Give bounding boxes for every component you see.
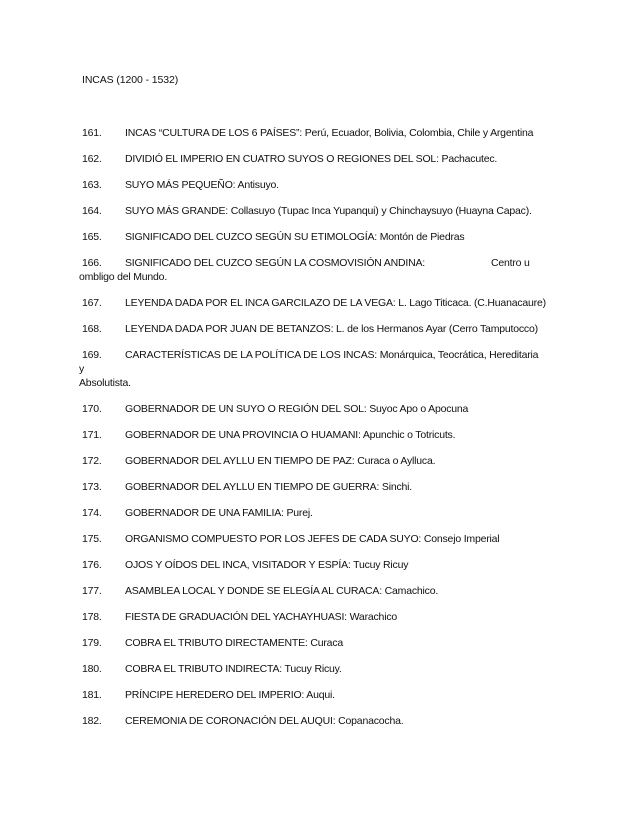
item-text: LEYENDA DADA POR JUAN DE BETANZOS: L. de los Hermanos Ayar (Cerro Tamputocco)	[125, 323, 538, 335]
numbered-list	[79, 126, 546, 740]
list-item	[82, 688, 542, 702]
list-item	[82, 230, 542, 244]
item-number: 173.	[82, 481, 102, 493]
item-text: SUYO MÁS PEQUEÑO: Antisuyo.	[125, 179, 279, 191]
item-text: SIGNIFICADO DEL CUZCO SEGÚN SU ETIMOLOGÍA: Montón de Piedras	[125, 231, 465, 243]
item-text-wrapped: Absolutista.	[79, 377, 131, 389]
item-number: 171.	[82, 429, 102, 441]
item-text: DIVIDIÓ EL IMPERIO EN CUATRO SUYOS O REGIONES DEL SOL: Pachacutec.	[125, 153, 498, 165]
item-number: 172.	[82, 455, 102, 467]
item-text: SIGNIFICADO DEL CUZCO SEGÚN LA COSMOVISIÓN ANDINA:	[125, 257, 425, 269]
item-text: SUYO MÁS GRANDE: Collasuyo (Tupac Inca Yupanqui) y Chinchaysuyo (Huayna Capac).	[125, 205, 532, 217]
item-text: GOBERNADOR DEL AYLLU EN TIEMPO DE GUERRA: Sinchi.	[125, 481, 412, 493]
list-item	[82, 636, 542, 650]
item-text: GOBERNADOR DE UNA PROVINCIA O HUAMANI: Apunchic o Totricuts.	[125, 429, 456, 441]
item-text: GOBERNADOR DE UNA FAMILIA: Purej.	[125, 507, 313, 519]
item-number: 161.	[82, 127, 102, 139]
item-number: 175.	[82, 533, 102, 545]
list-item	[82, 454, 542, 468]
item-number: 164.	[82, 205, 102, 217]
item-text: FIESTA DE GRADUACIÓN DEL YACHAYHUASI: Warachico	[125, 611, 398, 623]
list-item	[82, 296, 546, 310]
list-item	[82, 714, 542, 728]
item-text: COBRA EL TRIBUTO DIRECTAMENTE: Curaca	[125, 637, 344, 649]
list-item	[82, 558, 542, 572]
list-item	[82, 322, 542, 336]
item-number: 181.	[82, 689, 102, 701]
item-number: 167.	[82, 297, 102, 309]
item-text: CEREMONIA DE CORONACIÓN DEL AUQUI: Copanacocha.	[125, 715, 404, 727]
item-number: 169.	[82, 349, 102, 361]
item-text-wrapped: ombligo del Mundo.	[79, 271, 168, 283]
item-text: INCAS “CULTURA DE LOS 6 PAÍSES”: Perú, Ecuador, Bolivia, Colombia, Chile y Argentina	[125, 127, 534, 139]
list-item	[82, 178, 542, 192]
list-item	[79, 256, 542, 284]
item-text: GOBERNADOR DE UN SUYO O REGIÓN DEL SOL: Suyoc Apo o Apocuna	[125, 403, 469, 415]
list-item	[82, 506, 542, 520]
item-number: 170.	[82, 403, 102, 415]
item-text: GOBERNADOR DEL AYLLU EN TIEMPO DE PAZ: Curaca o Aylluca.	[125, 455, 436, 467]
item-text: OJOS Y OÍDOS DEL INCA, VISITADOR Y ESPÍA: Tucuy Ricuy	[125, 559, 409, 571]
list-item	[82, 532, 542, 546]
list-item	[82, 584, 542, 598]
list-item	[82, 152, 542, 166]
item-text: LEYENDA DADA POR EL INCA GARCILAZO DE LA VEGA: L. Lago Titicaca. (C.Huanacaure)	[125, 297, 546, 309]
item-text: PRÍNCIPE HEREDERO DEL IMPERIO: Auqui.	[125, 689, 335, 701]
list-item	[82, 662, 542, 676]
item-number: 180.	[82, 663, 102, 675]
item-text: CARACTERÍSTICAS DE LA POLÍTICA DE LOS INCAS: Monárquica, Teocrática, Hereditaria y	[79, 349, 539, 375]
item-text: ASAMBLEA LOCAL Y DONDE SE ELEGÍA AL CURACA: Camachico.	[125, 585, 439, 597]
item-text: COBRA EL TRIBUTO INDIRECTA: Tucuy Ricuy.	[125, 663, 342, 675]
list-item	[82, 204, 542, 218]
item-number: 162.	[82, 153, 102, 165]
item-number: 165.	[82, 231, 102, 243]
item-number: 177.	[82, 585, 102, 597]
list-item	[82, 402, 542, 416]
list-item	[82, 428, 542, 442]
list-item	[82, 610, 542, 624]
item-number: 179.	[82, 637, 102, 649]
item-text-continued: Centro u	[491, 257, 530, 269]
item-number: 166.	[82, 257, 102, 269]
item-text: ORGANISMO COMPUESTO POR LOS JEFES DE CADA SUYO: Consejo Imperial	[125, 533, 500, 545]
item-number: 163.	[82, 179, 102, 191]
item-number: 174.	[82, 507, 102, 519]
list-item	[79, 348, 542, 390]
item-number: 176.	[82, 559, 102, 571]
item-number: 182.	[82, 715, 102, 727]
document-title: INCAS (1200 - 1532)	[82, 74, 179, 86]
item-number: 178.	[82, 611, 102, 623]
list-item	[82, 126, 542, 140]
list-item	[82, 480, 542, 494]
item-number: 168.	[82, 323, 102, 335]
